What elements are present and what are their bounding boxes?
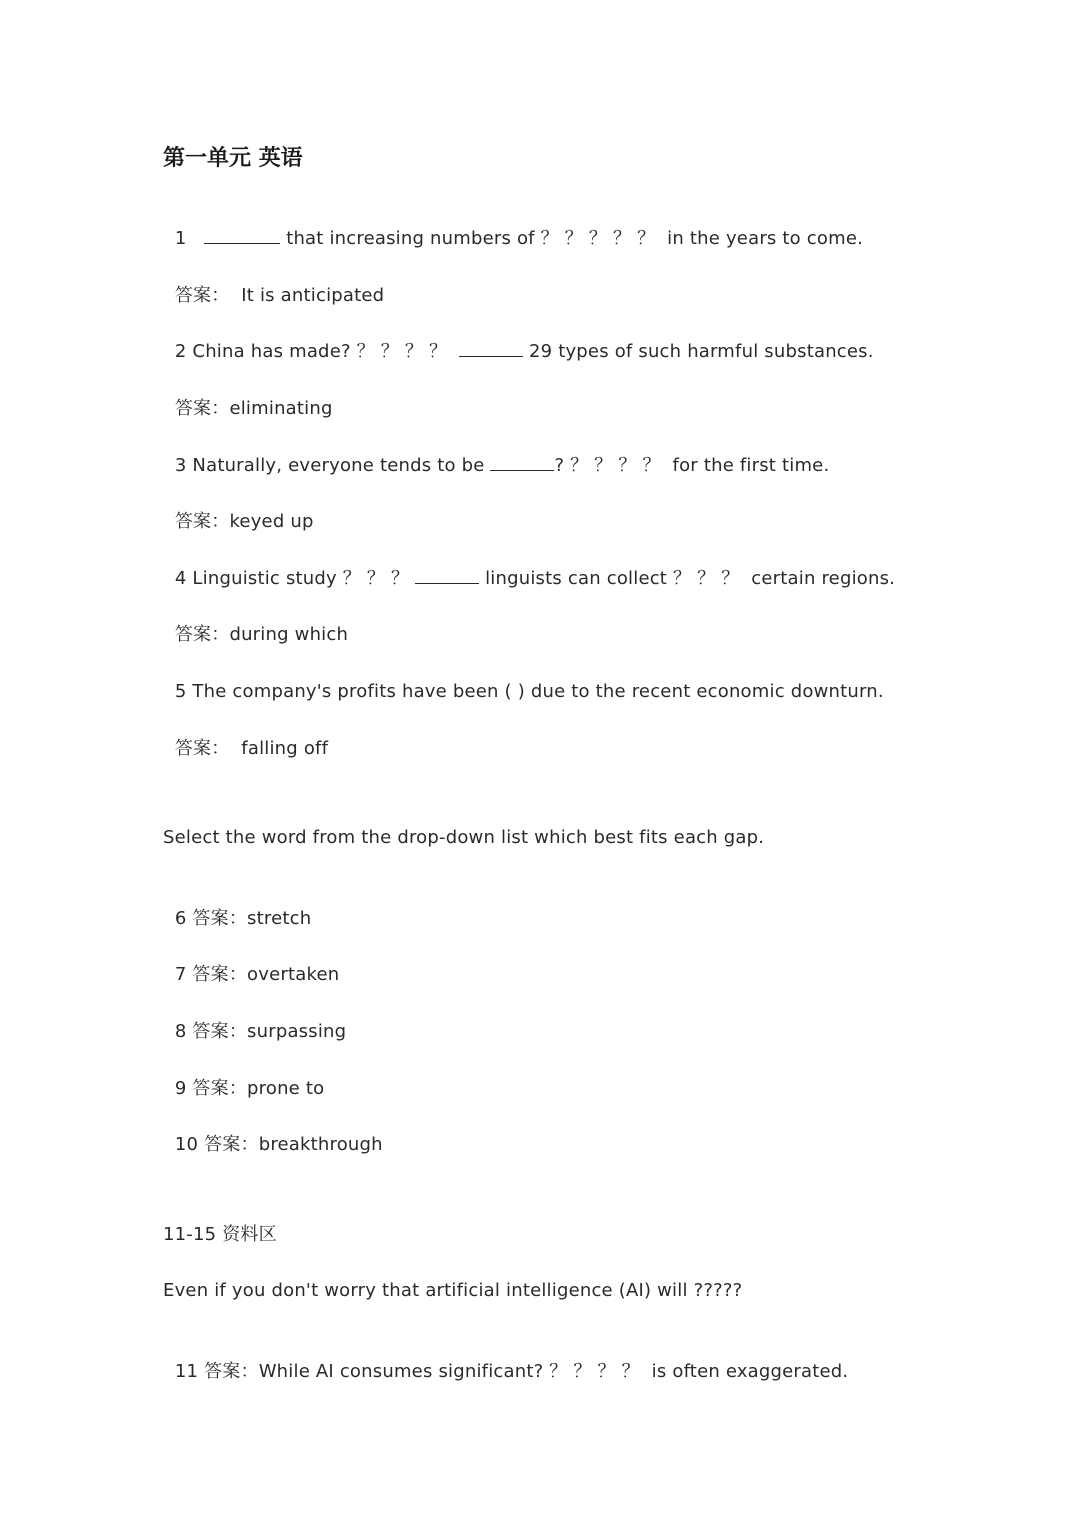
question-number: 2 <box>174 341 187 362</box>
question-5 <box>163 656 884 704</box>
answer-label: 答案： <box>192 1021 248 1042</box>
answer-1 <box>163 260 384 308</box>
question-3 <box>163 430 829 478</box>
answer-blank <box>204 227 280 244</box>
answer-2 <box>163 373 333 421</box>
question-2 <box>163 316 874 364</box>
answer-label: 答案： <box>174 624 230 645</box>
answer-label: 答案： <box>174 398 230 419</box>
answer-text: falling off <box>241 738 329 759</box>
question-text: that increasing numbers of ？ ？ ？ ？ ？ in the years to come. <box>286 228 864 249</box>
answer-text: breakthrough <box>258 1134 383 1155</box>
question-1 <box>163 203 863 251</box>
answer-number: 6 <box>174 908 187 929</box>
question-text-after: ? ？ ？ ？ ？ for the first time. <box>554 455 830 476</box>
answer-label: 答案： <box>174 285 230 306</box>
answer-text: overtaken <box>247 964 340 985</box>
answer-label: 答案： <box>192 1078 248 1099</box>
answer-9 <box>163 1053 324 1101</box>
answer-label: 答案： <box>192 964 248 985</box>
question-number: 3 <box>174 455 187 476</box>
answer-7 <box>163 939 339 987</box>
material-heading: 11-15 资料区 <box>163 1224 277 1245</box>
answer-3 <box>163 486 314 534</box>
answer-8 <box>163 996 346 1044</box>
question-text-after: 29 types of such harmful substances. <box>528 341 874 362</box>
answer-number: 9 <box>174 1078 187 1099</box>
question-text: Linguistic study ？ ？ ？ <box>192 568 416 589</box>
answer-text: It is anticipated <box>241 285 385 306</box>
answer-text: eliminating <box>229 398 333 419</box>
question-number: 1 <box>174 228 187 249</box>
answer-blank <box>459 340 523 357</box>
answer-text: stretch <box>247 908 312 929</box>
answer-number: 7 <box>174 964 187 985</box>
answer-label: 答案： <box>204 1361 259 1382</box>
question-text: The company's profits have been ( ) due to the recent economic downturn. <box>192 681 884 702</box>
page-title: 第一单元 英语 <box>163 145 303 171</box>
answer-11 <box>163 1336 848 1384</box>
answer-text: keyed up <box>229 511 314 532</box>
answer-number: 11 <box>174 1361 199 1382</box>
question-number: 4 <box>174 568 187 589</box>
answer-4 <box>163 599 348 647</box>
answer-number: 8 <box>174 1021 187 1042</box>
answer-blank <box>490 454 554 471</box>
answer-5 <box>163 713 328 761</box>
answer-number: 10 <box>174 1134 199 1155</box>
question-text: China has made? ？ ？ ？ ？ <box>192 341 454 362</box>
answer-label: 答案： <box>204 1134 259 1155</box>
material-text: Even if you don't worry that artificial intelligence (AI) will ????? <box>163 1280 743 1301</box>
instruction-text: Select the word from the drop-down list which best fits each gap. <box>163 827 765 848</box>
question-4 <box>163 543 895 591</box>
answer-6 <box>163 883 311 931</box>
answer-blank <box>415 567 479 584</box>
answer-10 <box>163 1109 383 1157</box>
answer-text: While AI consumes significant? ？ ？ ？ ？ is often exaggerated. <box>258 1361 849 1382</box>
question-text: Naturally, everyone tends to be <box>192 455 491 476</box>
answer-text: surpassing <box>247 1021 347 1042</box>
answer-text: during which <box>229 624 349 645</box>
question-number: 5 <box>174 681 187 702</box>
answer-label: 答案： <box>192 908 248 929</box>
answer-label: 答案： <box>174 738 230 759</box>
answer-text: prone to <box>247 1078 325 1099</box>
answer-label: 答案： <box>174 511 230 532</box>
question-text-after: linguists can collect ？ ？ ？ certain regions. <box>485 568 896 589</box>
